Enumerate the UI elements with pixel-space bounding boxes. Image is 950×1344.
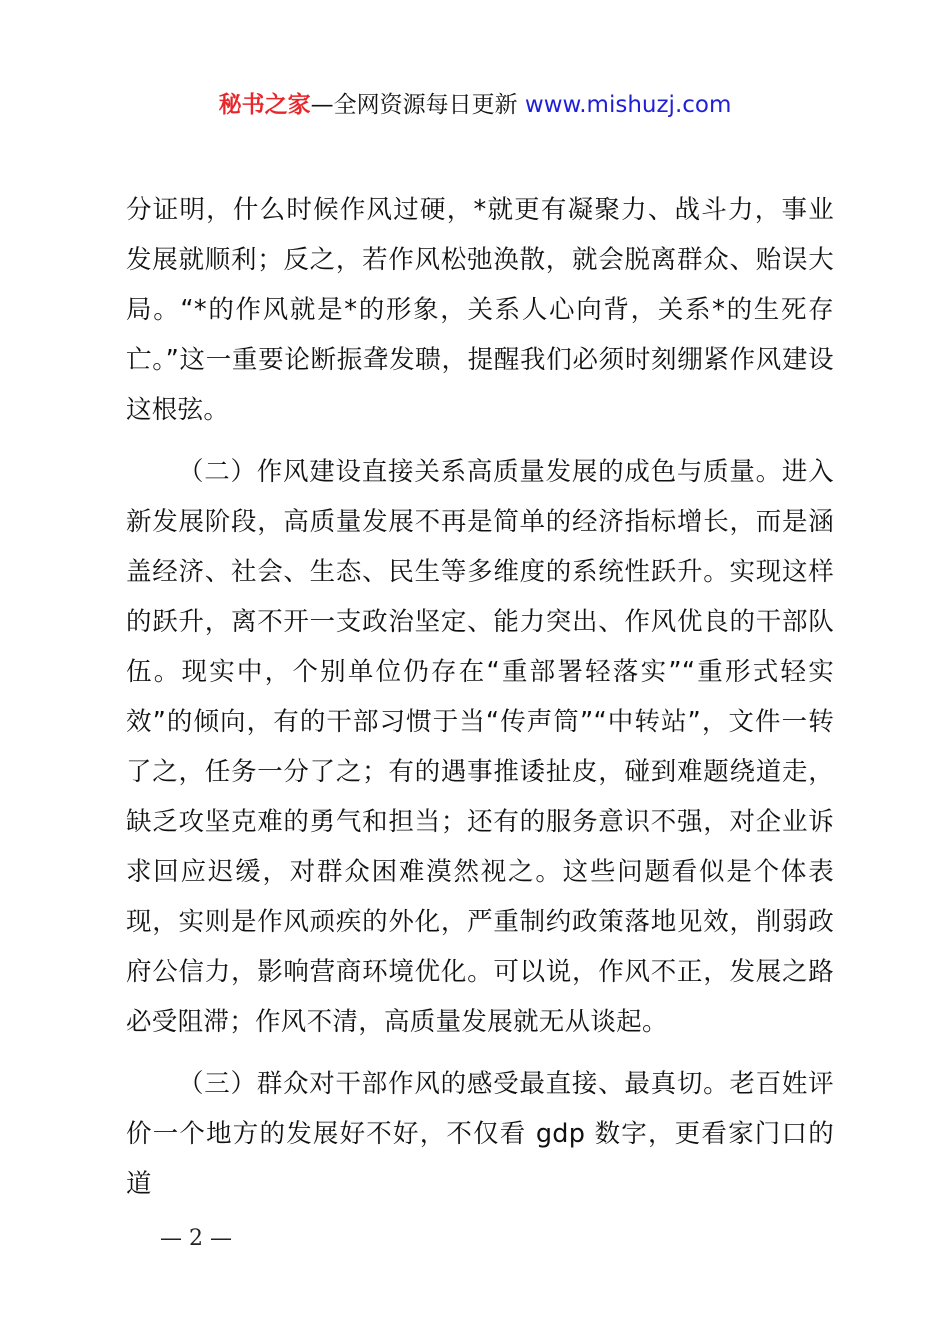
- document-body: [126, 185, 834, 1209]
- page-header: [0, 88, 950, 122]
- header-url-link[interactable]: www.mishuzj.com: [524, 92, 732, 118]
- paragraph-section-2: （二）作风建设直接关系高质量发展的成色与质量。进入新发展阶段，高质量发展不再是简单的经济指标增长，而是涵盖经济、社会、生态、民生等多维度的系统性跃升。实现这样的跃升，离不开一支政治坚定、能力突出、作风优良的干部队伍。现实中，个别单位仍存在“重部署轻落实”“重形式轻实效”的倾向，有的干部习惯于当“传声筒”“中转站”，文件一转了之，任务一分了之；有的遇事推诿扯皮，碰到难题绕道走，缺乏攻坚克难的勇气和担当；还有的服务意识不强，对企业诉求回应迟缓，对群众困难漠然视之。这些问题看似是个体表现，实则是作风顽疾的外化，严重制约政策落地见效，削弱政府公信力，影响营商环境优化。可以说，作风不正，发展之路必受阻滞；作风不清，高质量发展就无从谈起。: [126, 457, 834, 1037]
- paragraph-section-3: （三）群众对干部作风的感受最直接、最真切。老百姓评价一个地方的发展好不好，不仅看 gdp 数字，更看家门口的道: [126, 1069, 834, 1199]
- page-number: — 2 —: [160, 1226, 232, 1251]
- paragraph-continued: 分证明，什么时候作风过硬，*就更有凝聚力、战斗力，事业发展就顺利；反之，若作风松弛涣散，就会脱离群众、贻误大局。“*的作风就是*的形象，关系人心向背，关系*的生死存亡。”这一重要论断振聋发聩，提醒我们必须时刻绷紧作风建设这根弦。: [126, 195, 834, 425]
- header-brand: 秘书之家: [218, 92, 311, 118]
- header-tagline: —全网资源每日更新: [310, 92, 525, 118]
